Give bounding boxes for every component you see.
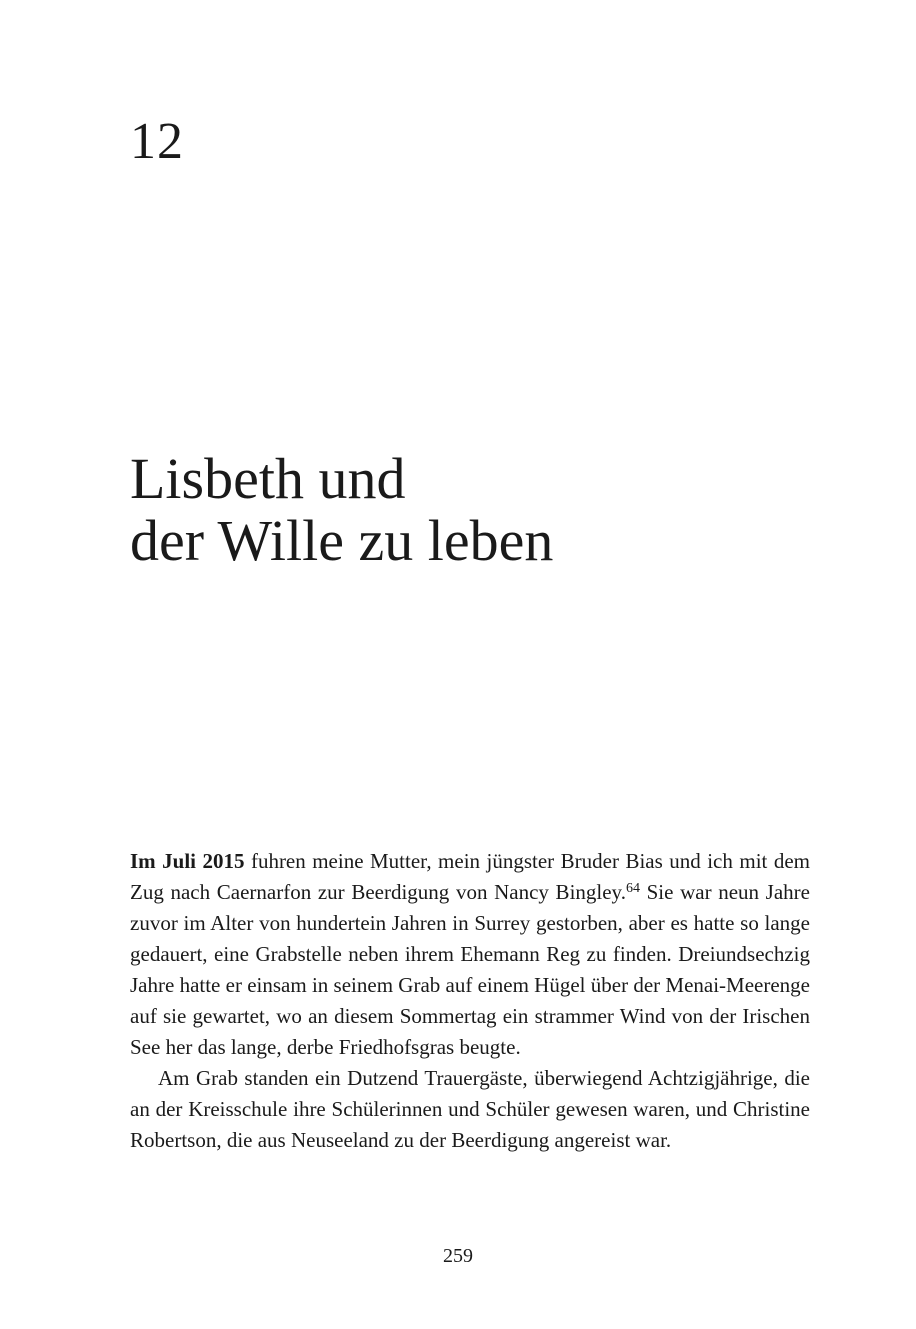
paragraph-lead: Im Juli 2015 bbox=[130, 849, 245, 873]
chapter-title-line-1: Lisbeth und bbox=[130, 446, 406, 511]
paragraph-1-text-b: Sie war neun Jahre zuvor im Alter von hundertein Jahren in Surrey gestorben, aber es hatte so lange gedauert, eine Grabstelle neben ihrem Ehemann Reg zu finden. Dreiundsechzig Jahre hatte er einsam in seinem Grab auf einem Hügel über der Menai-Meerenge auf sie gewartet, wo an diesem Sommertag ein strammer Wind von der Irischen See her das lange, derbe Friedhofsgras beugte. bbox=[130, 880, 810, 1059]
body-text bbox=[130, 846, 810, 1156]
page-number: 259 bbox=[443, 1245, 473, 1267]
paragraph-2: Am Grab standen ein Dutzend Trauergäste, überwiegend Achtzigjährige, die an der Kreisschule ihre Schülerinnen und Schüler gewesen waren, und Christine Robertson, die aus Neuseeland zu der Beerdigung angereist war. bbox=[130, 1066, 810, 1152]
footnote-marker: 64 bbox=[625, 881, 640, 896]
chapter-number: 12 bbox=[130, 113, 184, 170]
paragraph-1 bbox=[130, 846, 810, 1063]
chapter-title bbox=[130, 448, 830, 572]
paragraph-1-text-a: fuhren meine Mutter, mein jüngster Bruder Bias und ich mit dem Zug nach Caernarfon zur Beerdigung von Nancy Bingley. bbox=[130, 849, 810, 904]
chapter-title-line-2: der Wille zu leben bbox=[130, 508, 554, 573]
